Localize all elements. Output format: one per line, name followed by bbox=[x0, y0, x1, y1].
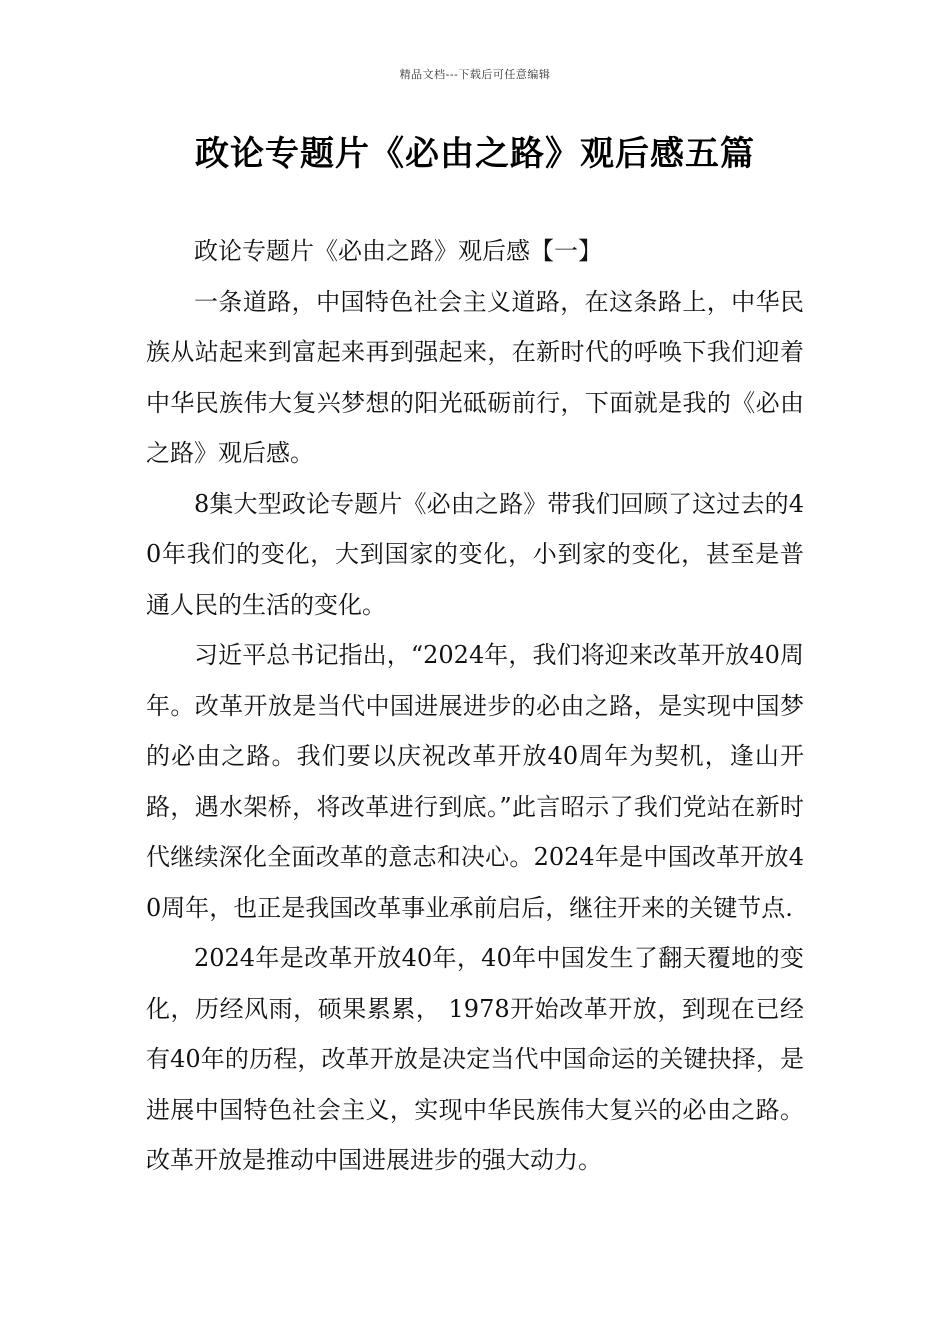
document-body bbox=[146, 226, 804, 1186]
section-heading: 政论专题片《必由之路》观后感【一】 bbox=[194, 237, 602, 265]
header-note: 精品文档---下载后可任意编辑 bbox=[399, 68, 551, 81]
paragraph-4: 2024年是改革开放40年，40年中国发生了翻天覆地的变化，历经风雨，硕果累累， 1978开始改革开放，到现在已经有40年的历程，改革开放是决定当代中国命运的关键抉择，是进展中国特色社会主义，实现中华民族伟大复兴的必由之路。改革开放是推动中国进展进步的强大动力。 bbox=[146, 944, 804, 1174]
paragraph-3: 习近平总书记指出，“2024年，我们将迎来改革开放40周年。改革开放是当代中国进展进步的必由之路，是实现中国梦的必由之路。我们要以庆祝改革开放40周年为契机，逢山开路，遇水架桥，将改革进行到底。”此言昭示了我们党站在新时代继续深化全面改革的意志和决心。2024年是中国改革开放40周年，也正是我国改革事业承前启后，继往开来的关键节点. bbox=[146, 641, 804, 922]
document-title: 政论专题片《必由之路》观后感五篇 bbox=[195, 134, 755, 174]
paragraph-1: 一条道路，中国特色社会主义道路，在这条路上，中华民族从站起来到富起来再到强起来，在新时代的呼唤下我们迎着中华民族伟大复兴梦想的阳光砥砺前行，下面就是我的《必由之路》观后感。 bbox=[146, 287, 804, 467]
paragraph-2: 8集大型政论专题片《必由之路》带我们回顾了这过去的40年我们的变化，大到国家的变化，小到家的变化，甚至是普通人民的生活的变化。 bbox=[146, 489, 804, 619]
